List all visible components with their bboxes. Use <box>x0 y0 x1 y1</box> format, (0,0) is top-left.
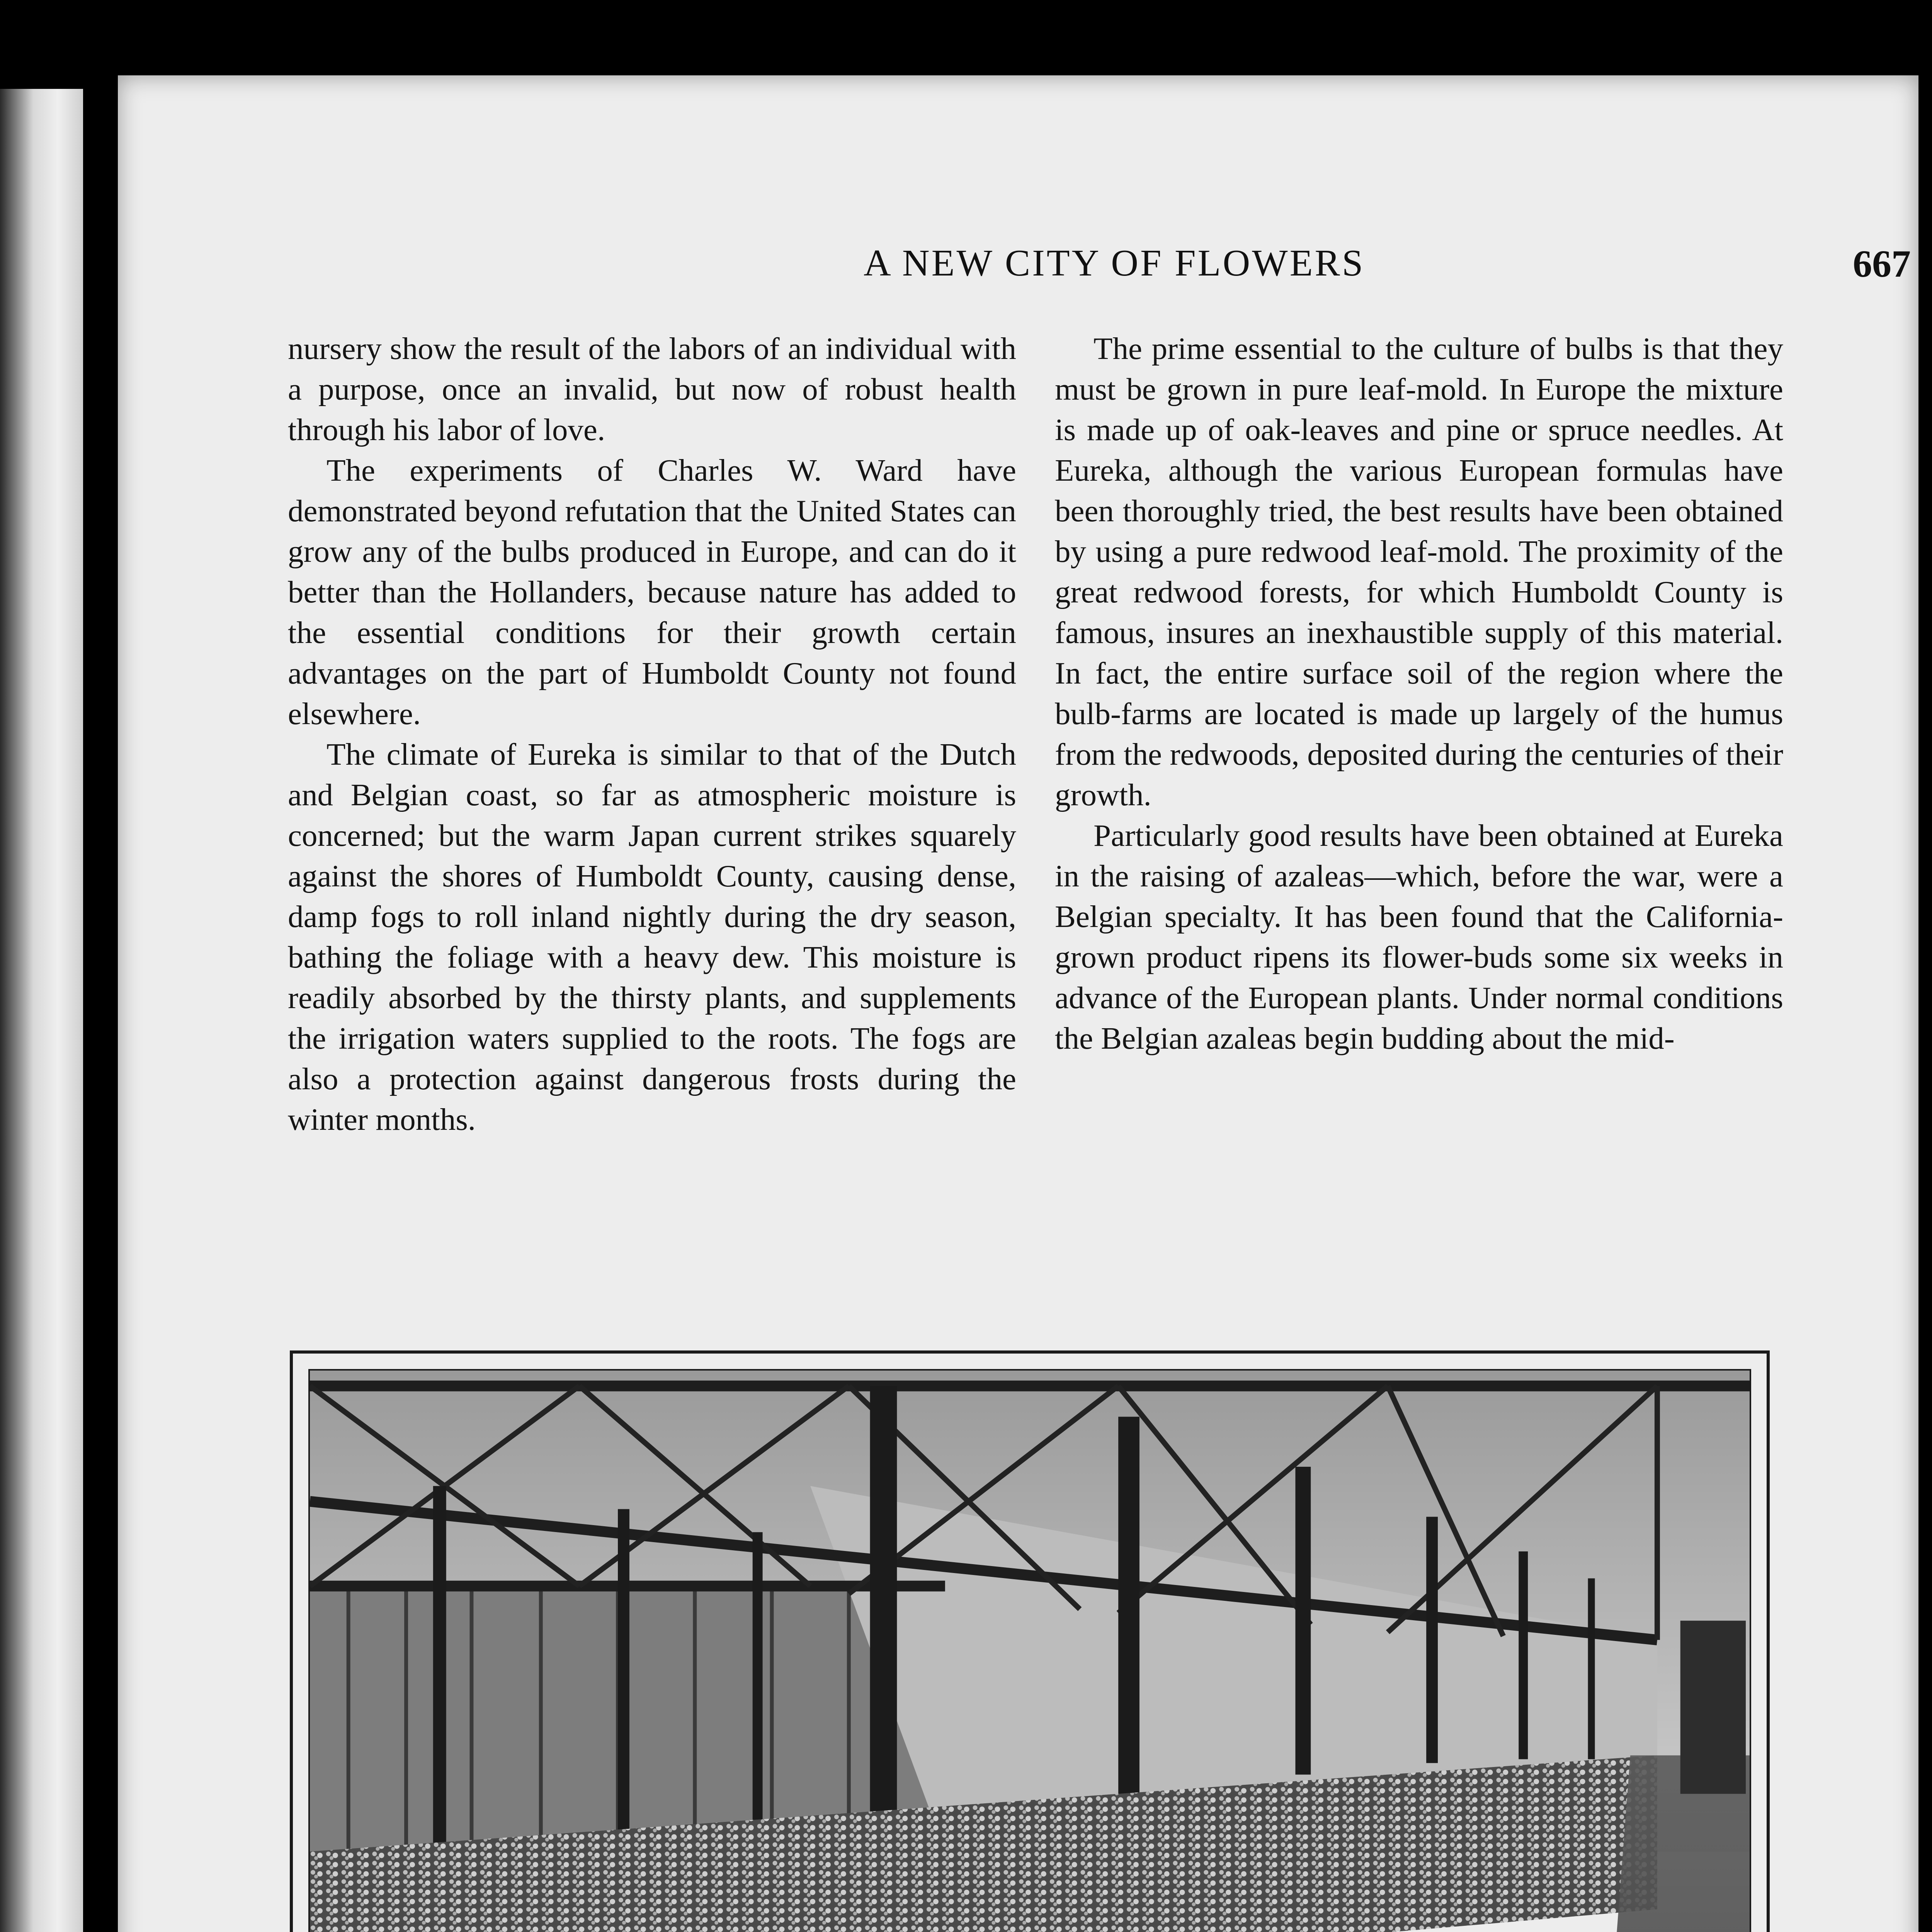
page-number: 667 <box>1853 242 1911 285</box>
left-column <box>288 328 1016 1140</box>
facing-page-edge <box>0 89 83 1932</box>
lath-house-illustration <box>310 1371 1750 1932</box>
magazine-page <box>118 75 1918 1932</box>
paragraph: nursery show the result of the labors of an individual with a purpose, once an invalid, but now of robust health through his labor of love. <box>288 331 1016 447</box>
paragraph: The climate of Eureka is similar to that of the Dutch and Belgian coast, so far as atmospheric moisture is concerned; but the warm Japan current strikes squarely against the shores of Humboldt County, causing dense, damp fogs to roll inland nightly during the dry season, bathing the foliage with a heavy dew. This moisture is readily absorbed by the thirsty plants, and supplements the irrigation waters supplied to the roots. The fogs are also a protection against dangerous frosts during the winter months. <box>288 737 1016 1137</box>
paragraph: Particularly good results have been obtained at Eureka in the raising of azaleas—which, before the war, were a Belgian specialty. It has been found that the California-grown product ripens its flower-buds some six weeks in advance of the European plants. Under normal conditions the Belgian azaleas begin budding about the mid- <box>1055 818 1783 1056</box>
paragraph: The prime essential to the culture of bulbs is that they must be grown in pure leaf-mold. In Europe the mixture is made up of oak-leaves and pine or spruce needles. At Eureka, although the various European formulas have been thoroughly tried, the best results have been obtained by using a pure redwood leaf-mold. The proximity of the great redwood forests, for which Humboldt County is famous, insures an inexhaustible supply of this material. In fact, the entire surface soil of the region where the bulb-farms are located is made up largely of the humus from the redwoods, deposited during the centuries of their growth. <box>1055 331 1783 812</box>
paragraph: The experiments of Charles W. Ward have demonstrated beyond refutation that the United States can grow any of the bulbs produced in Europe, and can do it better than the Hollanders, because nature has added to the essential conditions for their growth certain advantages on the part of Humboldt County not found elsewhere. <box>288 453 1016 731</box>
running-head <box>284 242 1911 292</box>
greenhouse-photo <box>290 1350 1770 1932</box>
right-column <box>1055 328 1783 1059</box>
photo-frame <box>308 1369 1751 1932</box>
running-title: A NEW CITY OF FLOWERS <box>864 242 1365 284</box>
